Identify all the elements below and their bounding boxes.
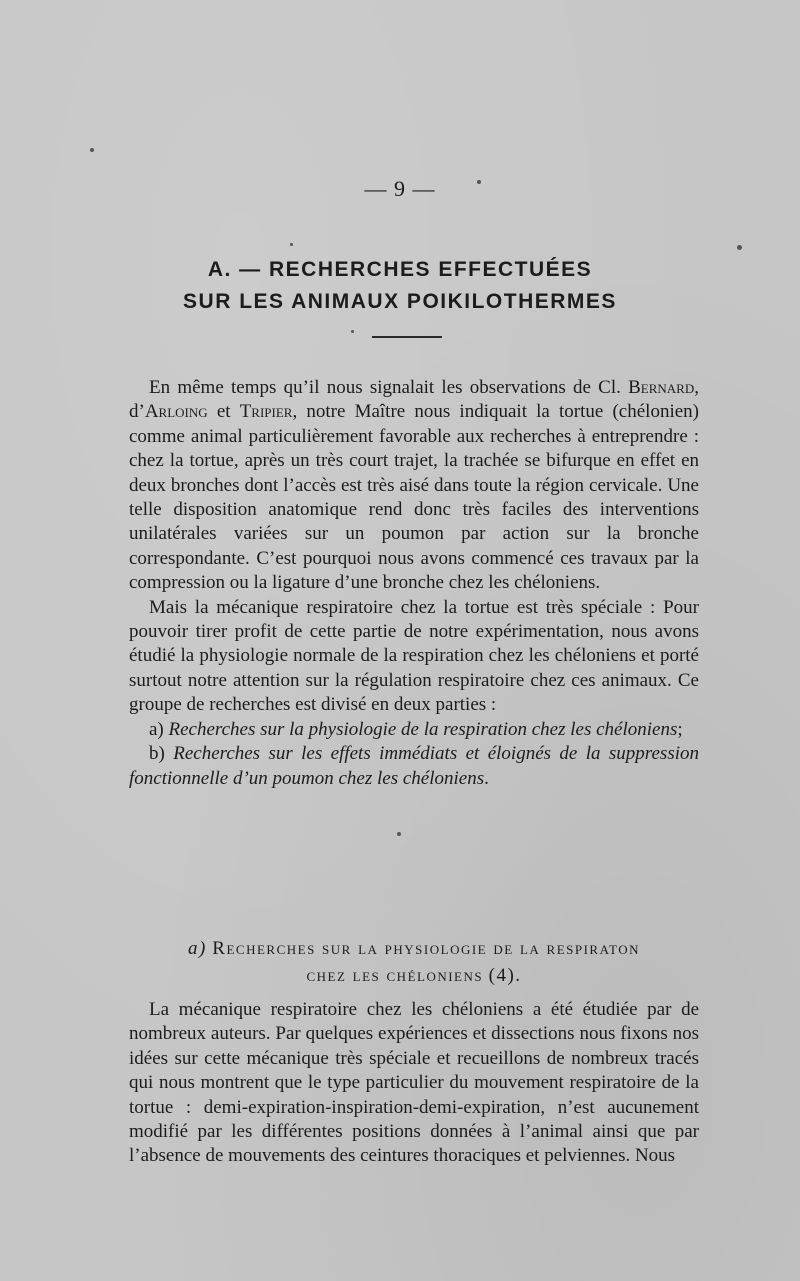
paragraph-2: Mais la mécanique respiratoire chez la tortue est très spéciale : Pour pouvoir tirer profit de cette partie de notre expérimentation, nous avons étudié la physiologie normale de la respiration chez les chéloniens et porté surtout notre attention sur la régulation respiratoire chez ces animaux. Ce groupe de recherches est divisé en deux parties : bbox=[129, 596, 699, 716]
subsection-title-line-2: chez les chéloniens bbox=[306, 965, 484, 986]
page-number: — 9 — bbox=[364, 176, 436, 201]
reference-number: (4). bbox=[488, 965, 522, 986]
subsection-heading-line-2 bbox=[129, 963, 699, 990]
paragraph-3: La mécanique respiratoire chez les chéloniens a été étudiée par de nombreux auteurs. Par quelques expériences et dissections nous fixons nos idées sur cette mécanique très spéciale et recueillons de nombreux tracés qui nous montrent que le type particulier du mouvement respiratoire de la tortue : demi-expiration-inspiration-demi-expiration, n’est aucunement modifié par les différentes positions données à l’animal ainsi que par l’absence de mouvements des ceintures thoraciques et pelviennes. Nous bbox=[129, 999, 699, 1167]
author-name-bernard: Bernard bbox=[628, 377, 695, 398]
title-separator-rule bbox=[372, 336, 442, 338]
intro-text: , d’ bbox=[129, 377, 699, 423]
author-name-tripier: Tripier bbox=[239, 401, 293, 423]
subsection-heading bbox=[129, 936, 699, 990]
list-item-b bbox=[129, 742, 699, 791]
author-name-arloing: Arloing bbox=[144, 401, 208, 423]
subsection-title-line-1: Recherches sur la physiologie de la respiraton bbox=[212, 938, 641, 959]
intro-text: et bbox=[207, 401, 240, 423]
section-title-line-2: SUR LES ANIMAUX POIKILOTHERMES bbox=[183, 290, 617, 313]
list-item-punctuation: . bbox=[484, 767, 489, 789]
list-item-text: Recherches sur la physiologie de la respiration chez les chéloniens bbox=[168, 718, 678, 740]
list-item-a bbox=[129, 718, 699, 742]
subsection-heading-line-1 bbox=[129, 936, 699, 963]
body-text-block-2 bbox=[129, 998, 699, 1169]
subsection-marker: a) bbox=[187, 938, 207, 959]
print-speck bbox=[477, 180, 481, 184]
intro-paragraph bbox=[129, 376, 699, 596]
print-speck bbox=[737, 245, 742, 250]
print-speck bbox=[90, 148, 94, 152]
print-speck bbox=[290, 243, 293, 246]
section-title-line-1: A. — RECHERCHES EFFECTUÉES bbox=[207, 258, 593, 281]
intro-text: , notre Maître nous indiquait la tortue (chélonien) comme animal particulièrement favorable aux recherches à entreprendre : chez la tortue, après un très court trajet, la trachée se bifurque en effet en deux bronches dont l’accès est très aisé dans toute la région cervicale. Une telle disposition anatomique rend donc très faciles des interventions unilatérales variées sur un poumon par action sur la bronche correspondante. C’est pourquoi nous avons commencé ces travaux par la compression ou la ligature d’une bronche chez les chéloniens. bbox=[129, 401, 699, 594]
print-speck bbox=[351, 330, 354, 333]
section-title bbox=[0, 254, 800, 318]
print-speck bbox=[397, 832, 401, 836]
list-item-text: Recherches sur les effets immédiats et éloignés de la suppression fonctionnelle d’un poumon chez les chéloniens bbox=[129, 743, 699, 789]
list-item-punctuation: ; bbox=[677, 718, 683, 740]
list-item-label: b) bbox=[149, 743, 174, 765]
body-text-block-1 bbox=[129, 376, 699, 791]
intro-text: En même temps qu’il nous signalait les observations de Cl. bbox=[149, 377, 629, 398]
list-item-label: a) bbox=[149, 718, 169, 740]
